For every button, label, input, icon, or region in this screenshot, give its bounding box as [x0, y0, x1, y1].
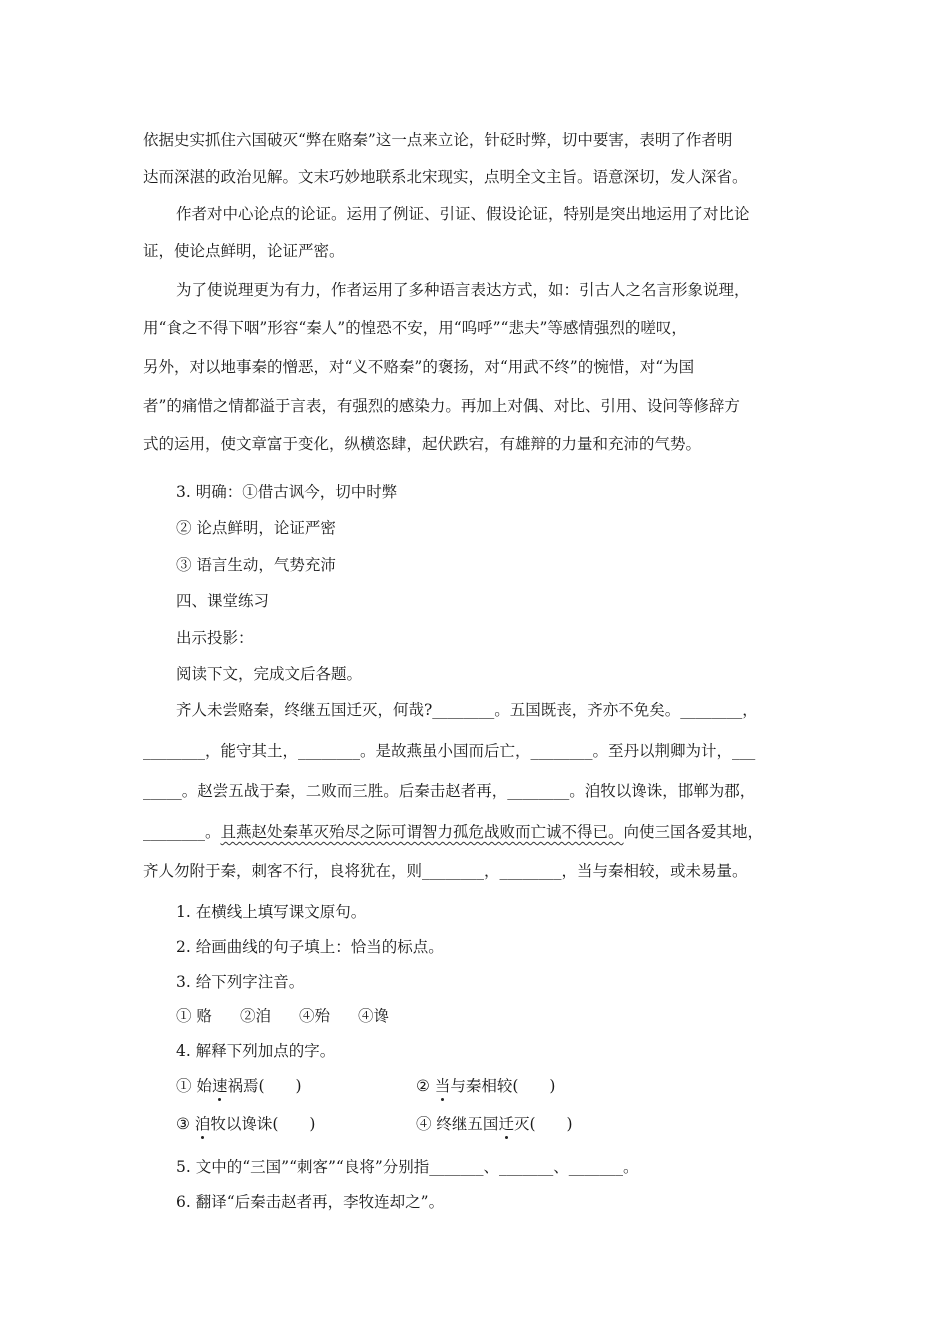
- pinyin-item: ②洎: [239, 1007, 271, 1025]
- passage-line: ________，能守其土，________。是故燕虽小国而后亡，________。至丹以荆卿为计，___: [143, 742, 756, 760]
- paragraph-line: 为了使说理更为有力，作者运用了多种语言表达方式，如：引古人之名言形象说理，: [176, 281, 750, 299]
- paragraph-line: 作者对中心论点的论证。运用了例证、引证、假设论证，特别是突出地运用了对比论: [176, 205, 750, 223]
- question-item: 5. 文中的“三国”“刺客”“良将”分别指_______、_______、_______。: [176, 1158, 639, 1176]
- answer-item: ③ 语言生动，气势充沛: [176, 556, 336, 574]
- question-item: 3. 给下列字注音。: [176, 973, 305, 991]
- pinyin-item: ④谗: [357, 1007, 389, 1025]
- paragraph-line: 用“食之不得下咽”形容“秦人”的惶恐不安，用“呜呼”“悲夫”等感情强烈的嗟叹，: [143, 319, 687, 337]
- passage-line: 齐人未尝赂秦，终继五国迁灭，何哉?________。五国既丧，齐亦不免矣。________，: [176, 701, 758, 719]
- paragraph-line: 依据史实抓住六国破灭“弊在赂秦”这一点来立论，针砭时弊，切中要害，表明了作者明: [143, 131, 733, 149]
- pinyin-item: ④殆: [298, 1007, 330, 1025]
- dotted-char: 洎: [194, 1115, 211, 1133]
- passage-line: _____。赵尝五战于秦，二败而三胜。后秦击赵者再，________。洎牧以谗诛，邯郸为郡，: [143, 782, 756, 800]
- pinyin-item-row: [176, 1006, 856, 1026]
- question-item: 4. 解释下列加点的字。: [176, 1042, 336, 1060]
- answer-item: 3. 明确：①借古讽今，切中时弊: [176, 483, 398, 501]
- instruction-line: 阅读下文，完成文后各题。: [176, 665, 363, 683]
- explain-row: [176, 1076, 856, 1096]
- paragraph-line: 另外，对以地事秦的憎恶，对“义不赂秦”的褒扬，对“用武不终”的惋惜，对“为国: [143, 358, 695, 376]
- blank-text: ________。: [143, 823, 221, 841]
- pinyin-item: ① 赂: [176, 1007, 212, 1025]
- explain-row: [176, 1114, 856, 1134]
- paragraph-line: 者”的痛惜之情都溢于言表，有强烈的感染力。再加上对偶、对比、引用、设问等修辞方: [143, 397, 740, 415]
- explain-item: ④ 终继五国迁灭( ): [416, 1115, 573, 1133]
- passage-line: 齐人勿附于秦，刺客不行，良将犹在，则________，________，当与秦相较，或未易量。: [143, 862, 748, 880]
- instruction-line: 出示投影：: [176, 629, 254, 647]
- paragraph-line: 证，使论点鲜明，论证严密。: [143, 242, 345, 260]
- paragraph-line: 达而深湛的政治见解。文末巧妙地联系北宋现实，点明全文主旨。语意深切，发人深省。: [143, 168, 748, 186]
- wavy-underlined-sentence: 且燕赵处秦革灭殆尽之际可谓智力孤危战败而亡诚不得已。: [220, 823, 624, 841]
- explain-item: ② 当与秦相较( ): [416, 1077, 556, 1095]
- dotted-char: 当: [434, 1077, 451, 1095]
- question-item: 6. 翻译“后秦击赵者再，李牧连却之”。: [176, 1193, 445, 1211]
- paragraph-line: 式的运用，使文章富于变化，纵横恣肆，起伏跌宕，有雄辩的力量和充沛的气势。: [143, 435, 702, 453]
- passage-line: [143, 822, 823, 842]
- explain-item: ① 始速祸焉( ): [176, 1077, 302, 1095]
- question-item: 1. 在横线上填写课文原句。: [176, 903, 367, 921]
- section-heading: 四、课堂练习: [176, 592, 270, 610]
- passage-text: 向使三国各爱其地，: [623, 823, 764, 841]
- dotted-char: 迁: [498, 1115, 514, 1133]
- dotted-char: 速: [211, 1077, 228, 1095]
- question-item: 2. 给画曲线的句子填上：恰当的标点。: [176, 938, 444, 956]
- explain-item: ③ 洎牧以谗诛( ): [176, 1115, 316, 1133]
- answer-item: ② 论点鲜明，论证严密: [176, 519, 336, 537]
